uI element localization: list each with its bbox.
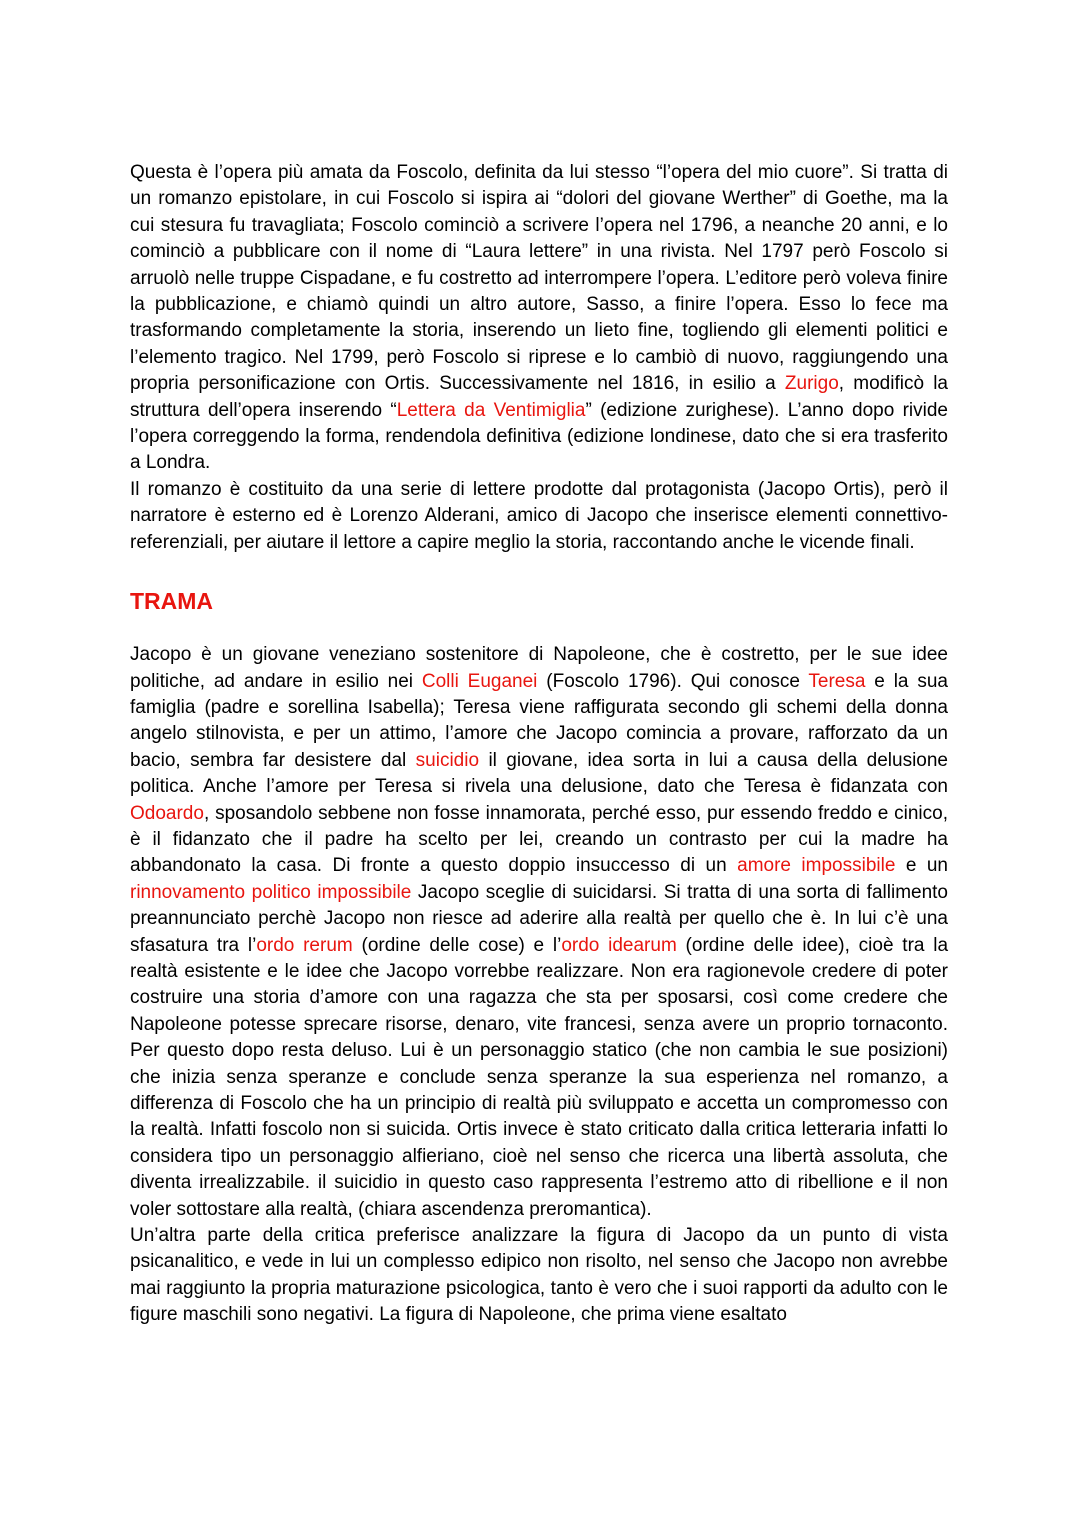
text-run: Questa è l’opera più amata da Foscolo, definita da lui stesso “l’opera del mio cuore”. Si tratta di un romanzo epistolare, in cui Foscolo si ispira ai “dolori del giovane Werther” di Goethe, ma la cui stesura fu travagliata; Foscolo cominciò a scrivere l’opera nel 1796, a neanche 20 anni, e lo cominciò a pubblicare con il nome di “Laura lettere” in una rivista. Nel 1797 però Foscolo si arruolò nelle truppe Cispadane, e fu costretto ad interrompere l’opera. L’editore però voleva finire la pubblicazione, e chiamò quindi un altro autore, Sasso, a finire l’opera. Esso lo fece ma trasformando completamente la storia, inserendo un lieto fine, togliendo gli elementi politici e l’elemento tragico. Nel 1799, però Foscolo si riprese e lo cambiò di nuovo, raggiungendo una propria personificazione con Ortis. Successivamente nel 1816, in esilio a (130, 162, 948, 395)
text-run: e la sua famiglia (padre e sorellina Isabella); Teresa viene raffigurata secondo gli schemi della donna angelo stilnovista, e per un attimo, l’amore che Jacopo comincia a provare, rafforzato da un bacio, sembra far desistere dal (130, 670, 948, 771)
highlighted-term: Odoardo (130, 802, 204, 824)
text-run: Jacopo sceglie di suicidarsi. Si tratta di una sorta di fallimento preannunciato perchè Jacopo non riesce ad aderire alla realtà per quello che è. In lui c’è una sfasatura tra l’ (130, 881, 948, 956)
highlighted-term: ordo idearum (561, 934, 677, 956)
intro-paragraph-2 (130, 477, 948, 556)
text-run: ” (edizione zurighese). L’anno dopo rivide l’opera correggendo la forma, rendendola definitiva (edizione londinese, dato che si era trasferito a Londra. (130, 399, 948, 474)
text-run: Jacopo è un giovane veneziano sostenitore di Napoleone, che è costretto, per le sue idee politiche, ad andare in esilio nei (130, 644, 948, 692)
highlighted-term: ordo rerum (256, 934, 353, 956)
trama-paragraph-2 (130, 1223, 948, 1329)
highlighted-term: rinnovamento politico impossibile (130, 881, 412, 903)
text-run: (ordine delle idee), cioè tra la realtà esistente e le idee che Jacopo vorrebbe realizzare. Non era ragionevole credere di poter costruire una storia d’amore con una ragazza che sta per sposarsi, così come credere che Napoleone potesse sprecare risorse, denaro, vite francesi, senza avere un proprio tornaconto. Per questo dopo resta deluso. Lui è un personaggio statico (che non cambia le sue posizioni) che inizia senza speranze e conclude senza speranze la sua esperienza nel romanzo, a differenza di Foscolo che ha un principio di realtà più sviluppato e accetta un compromesso con la realtà. Infatti foscolo non si suicida. Ortis invece è stato criticato dalla critica letteraria infatti lo considera tipo un personaggio alfieriano, cioè nel senso che ricerca una libertà assoluta, che diventa irrealizzabile. il suicidio in questo caso rappresenta l’estremo atto di ribellione e il non voler sottostare alla realtà, (chiara ascendenza preromantica). (130, 934, 949, 1220)
text-run: Il romanzo è costituito da una serie di lettere prodotte dal protagonista (Jacopo Ortis), però il narratore è esterno ed è Lorenzo Alderani, amico di Jacopo che inserisce elementi connettivo-referenziali, per aiutare il lettore a capire meglio la storia, raccontando anche le vicende finali. (130, 478, 948, 553)
text-run: il giovane, idea sorta in lui a causa della delusione politica. Anche l’amore per Teresa si rivela una delusione, dato che Teresa è fidanzata con (130, 749, 949, 798)
highlighted-term: Zurigo (784, 373, 839, 395)
text-run: (Foscolo 1796). Qui conosce (537, 670, 809, 692)
highlighted-term: amore impossibile (737, 855, 896, 877)
text-run: (ordine delle cose) e l’ (352, 934, 562, 956)
text-run: , sposandolo sebbene non fosse innamorata, perché esso, pur essendo freddo e cinico, è il fidanzato che il padre ha scelto per lei, creando un contrasto per cui la madre ha abbandonato la casa. Di fronte a questo doppio insuccesso di un (130, 802, 948, 877)
text-run: e un (895, 855, 948, 877)
highlighted-term: Colli Euganei (421, 670, 538, 692)
section-heading-trama: TRAMA (130, 588, 214, 615)
text-run: , modificò la struttura dell’opera inserendo “ (130, 373, 948, 421)
highlighted-term: Teresa (808, 670, 866, 692)
text-run: Un’altra parte della critica preferisce analizzare la figura di Jacopo da un punto di vista psicanalitico, e vede in lui un complesso edipico non risolto, nel senso che Jacopo non avrebbe mai raggiunto la propria maturazione psicologica, tanto è vero che i suoi rapporti da adulto con le figure maschili sono negativi. La figura di Napoleone, che prima viene esaltato (130, 1225, 948, 1326)
trama-paragraph-1 (130, 642, 948, 1223)
highlighted-term: suicidio (415, 749, 480, 771)
intro-paragraph-1 (130, 160, 948, 477)
document-page (130, 160, 948, 1329)
highlighted-term: Lettera da Ventimiglia (396, 399, 586, 421)
